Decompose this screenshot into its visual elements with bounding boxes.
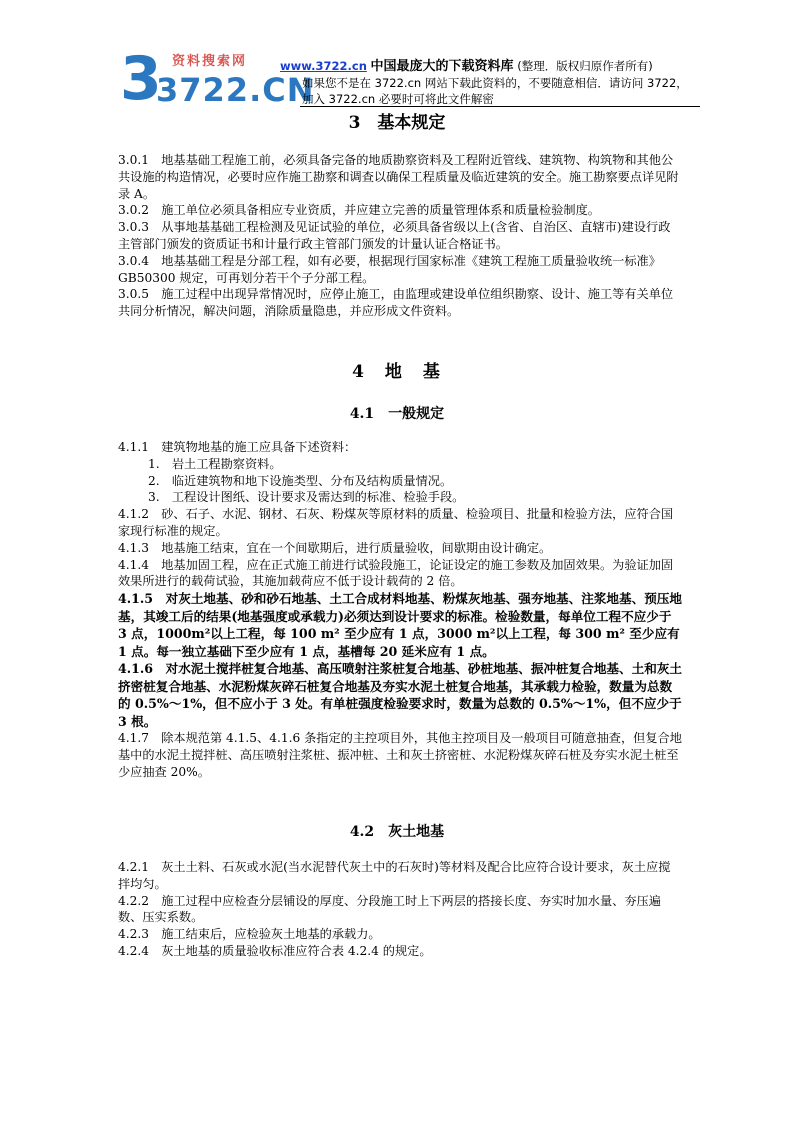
clause-3-0-3: 3.0.3 从事地基基础工程检测及见证试验的单位，必须具备省级以上(含省、自治区、直辖市)建设行政主管部门颁发的资质证书和计量行政主管部门颁发的计量认证合格证书。 [118,220,671,251]
clause-4-1-1: 4.1.1 建筑物地基的施工应具备下述资料： [118,440,357,454]
clause-3-0-4: 3.0.4 地基基础工程是分部工程，如有必要，根据现行国家标准《建筑工程施工质量验收统一标准》GB50300 规定，可再划分若干个子分部工程。 [118,253,661,285]
header-line-1 [280,58,700,75]
site-link[interactable]: www.3722.cn [280,59,367,73]
clause-4-1-4: 4.1.4 地基加固工程，应在正式施工前进行试验段施工，论证设定的施工参数及加固效果。为验证加固效果所进行的载荷试验，其施加载荷应不低于设计载荷的 2 倍。 [118,557,674,589]
section-4-title: 4 地 基 [352,362,442,382]
logo-number: 3722.CN [156,71,315,109]
section-3-title: 3 基本规定 [348,113,446,133]
section-4-2-body [118,859,682,960]
clause-4-1-6: 4.1.6 对水泥土搅拌桩复合地基、高压喷射注浆桩复合地基、砂桩地基、振冲桩复合地基、土和灰土挤密桩复合地基、水泥粉煤灰碎石桩复合地基及夯实水泥土桩复合地基，其承载力检验，数量为总数的 0.5%～1%，但不应小于 3 处。有单桩强度检验要求时，数量为总数的 0.5%～1%，但不应少于 3 根。 [118,661,682,729]
logo-big-digit: 3 [120,44,162,114]
site-logo [120,44,315,114]
list-item: 1. 岩土工程勘察资料。 [148,456,282,471]
section-4-2-title: 4.2 灰土地基 [349,824,445,840]
clause-4-2-2: 4.2.2 施工过程中应检查分层铺设的厚度、分段施工时上下两层的搭接长度、夯实时加水量、夯压遍数、压实系数。 [118,893,661,925]
clause-4-1-5: 4.1.5 对灰土地基、砂和砂石地基、土工合成材料地基、粉煤灰地基、强夯地基、注浆地基、预压地基，其竣工后的结果(地基强度或承载力)必须达到设计要求的标准。检验数量，每单位工程不应少于 3 点，1000m²以上工程，每 100 m² 至少应有 1 点，3000 m²以上工程，每 300 m² 至少应有 1 点。每一独立基础下至少应有 1 点，基槽每 20 延米应有 1 点。 [118,591,682,659]
clause-4-2-4: 4.2.4 灰土地基的质量验收标准应符合表 4.2.4 的规定。 [118,943,432,958]
clause-4-1-7: 4.1.7 除本规范第 4.1.5、4.1.6 条指定的主控项目外，其他主控项目及一般项目可随意抽查，但复合地基中的水泥土搅拌桩、高压喷射注浆桩、振冲桩、土和灰土挤密桩、水泥粉煤灰碎石桩及夯实水泥土桩至少应抽查 20%。 [118,731,682,779]
logo-tagline: 资料搜索网 [172,54,248,69]
section-4-1-title: 4.1 一般规定 [349,406,445,422]
clause-3-0-2: 3.0.2 施工单位必须具备相应专业资质，并应建立完善的质量管理体系和质量检验制度。 [118,203,600,218]
clause-4-1-2: 4.1.2 砂、石子、水泥、钢材、石灰、粉煤灰等原材料的质量、检验项目、批量和检验方法，应符合国家现行标准的规定。 [118,507,674,538]
notice-line-2: 加入 3722.cn 必要时可将此文件解密 [302,92,494,106]
clause-3-0-1: 3.0.1 地基基础工程施工前，必须具备完备的地质勘察资料及工程附近管线、建筑物、构筑物和其他公共设施的构造情况，必要时应作施工勘察和调查以确保工程质量及临近建筑的安全。施工勘察要点详见附录 A。 [118,153,679,201]
section-3-body [118,152,682,320]
clause-4-2-1: 4.2.1 灰土土料、石灰或水泥(当水泥替代灰土中的石灰时)等材料及配合比应符合设计要求，灰土应搅拌均匀。 [118,860,671,891]
notice-line-1: 如果您不是在 3722.cn 网站下载此资料的，不要随意相信．请访问 3722， [302,76,688,90]
header-divider [300,106,700,107]
site-slogan: 中国最庞大的下载资料库 [370,59,514,74]
list-item: 3. 工程设计图纸、设计要求及需达到的标准、检验手段。 [148,490,465,505]
page-header [280,58,700,107]
clause-4-1-3: 4.1.3 地基施工结束，宜在一个间歇期后，进行质量验收，间歇期由设计确定。 [118,540,552,555]
section-4-1-body [118,439,682,781]
clause-4-2-3: 4.2.3 施工结束后，应检验灰土地基的承载力。 [118,927,381,942]
copyright-note: (整理．版权归原作者所有) [517,59,653,73]
clause-3-0-5: 3.0.5 施工过程中出现异常情况时，应停止施工，由监理或建设单位组织勘察、设计、施工等有关单位共同分析情况，解决问题，消除质量隐患，并应形成文件资料。 [118,287,674,319]
list-item: 2. 临近建筑物和地下设施类型、分布及结构质量情况。 [148,473,453,488]
